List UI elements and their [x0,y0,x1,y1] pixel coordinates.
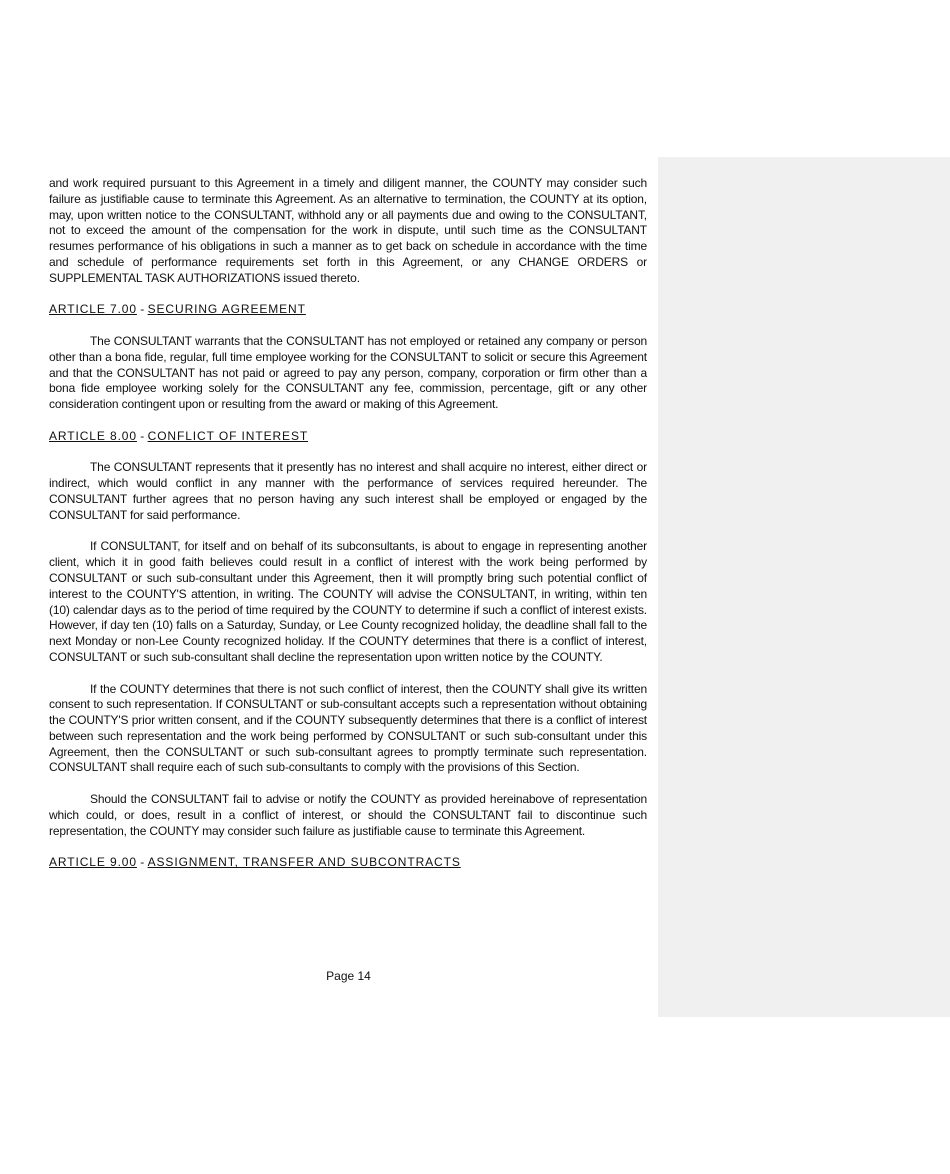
article-7-number: ARTICLE 7.00 [49,302,137,317]
article-8-title: CONFLICT OF INTEREST [147,428,309,443]
article-8-paragraph-4: Should the CONSULTANT fail to advise or notify the COUNTY as provided hereinabove of representation which could, or does, result in a conflict of interest, or should the CONSULTANT fail to discontinue such representation, the COUNTY may consider such failure as justifiable cause to terminate this Agreement. [49,792,647,838]
page-number-footer: Page 14 [326,969,371,983]
article-7-heading [49,302,647,318]
article-7-paragraph-1: The CONSULTANT warrants that the CONSULTANT has not employed or retained any company or person other than a bona fide, regular, full time employee working for the CONSULTANT to solicit or secure this Agreement and that the CONSULTANT has not paid or agreed to pay any person, company, corporation or firm other than a bona fide employee working solely for the CONSULTANT any fee, commission, percentage, gift or any other consideration contingent upon or resulting from the award or making of this Agreement. [49,333,647,412]
article-8-heading [49,429,647,445]
article-8-separator: - [136,428,148,443]
article-7-separator: - [136,302,148,317]
article-9-separator: - [136,855,148,870]
document-body [49,176,647,871]
article-8-paragraph-2: If CONSULTANT, for itself and on behalf of its subconsultants, is about to engage in representing another client, which it in good faith believes could result in a conflict of interest with the work being performed by CONSULTANT or such sub-consultant under this Agreement, then it will promptly bring such potential conflict of interest to the COUNTY'S attention, in writing. The COUNTY will advise the CONSULTANT, in writing, within ten (10) calendar days as to the period of time required by the COUNTY to determine if such a conflict of interest exists. However, if day ten (10) falls on a Saturday, Sunday, or Lee County recognized holiday, the deadline shall fall to the next Monday or non-Lee County recognized holiday. If the COUNTY determines that there is a conflict of interest, CONSULTANT or such sub-consultant shall decline the representation upon written notice by the COUNTY. [49,539,647,664]
article-9-number: ARTICLE 9.00 [49,855,137,870]
article-8-number: ARTICLE 8.00 [49,428,137,443]
article-8-paragraph-1: The CONSULTANT represents that it presently has no interest and shall acquire no interest, either direct or indirect, which would conflict in any manner with the performance of services required hereunder. The CONSULTANT further agrees that no person having any such interest shall be employed or engaged by the CONSULTANT for said performance. [49,460,647,522]
article-9-heading [49,855,647,871]
article-7-title: SECURING AGREEMENT [147,302,306,317]
article-8-paragraph-3: If the COUNTY determines that there is not such conflict of interest, then the COUNTY shall give its written consent to such representation. If CONSULTANT or sub-consultant accepts such a representation without obtaining the COUNTY'S prior written consent, and if the COUNTY subsequently determines that there is a conflict of interest between such representation and the work being performed by CONSULTANT or such sub-consultant under this Agreement, then the CONSULTANT or such sub-consultant agrees to promptly terminate such representation. CONSULTANT shall require each of such sub-consultants to comply with the provisions of this Section. [49,681,647,775]
comment-margin-pane [658,157,950,1017]
article-9-title: ASSIGNMENT, TRANSFER AND SUBCONTRACTS [147,855,461,870]
continuation-paragraph: and work required pursuant to this Agreement in a timely and diligent manner, the COUNTY may consider such failure as justifiable cause to terminate this Agreement. As an alternative to termination, the COUNTY at its option, may, upon written notice to the CONSULTANT, withhold any or all payments due and owing to the CONSULTANT, not to exceed the amount of the compensation for the work in dispute, until such time as the CONSULTANT resumes performance of his obligations in such a manner as to get back on schedule in accordance with the time and schedule of performance requirements set forth in this Agreement, or any CHANGE ORDERS or SUPPLEMENTAL TASK AUTHORIZATIONS issued thereto. [49,176,647,285]
